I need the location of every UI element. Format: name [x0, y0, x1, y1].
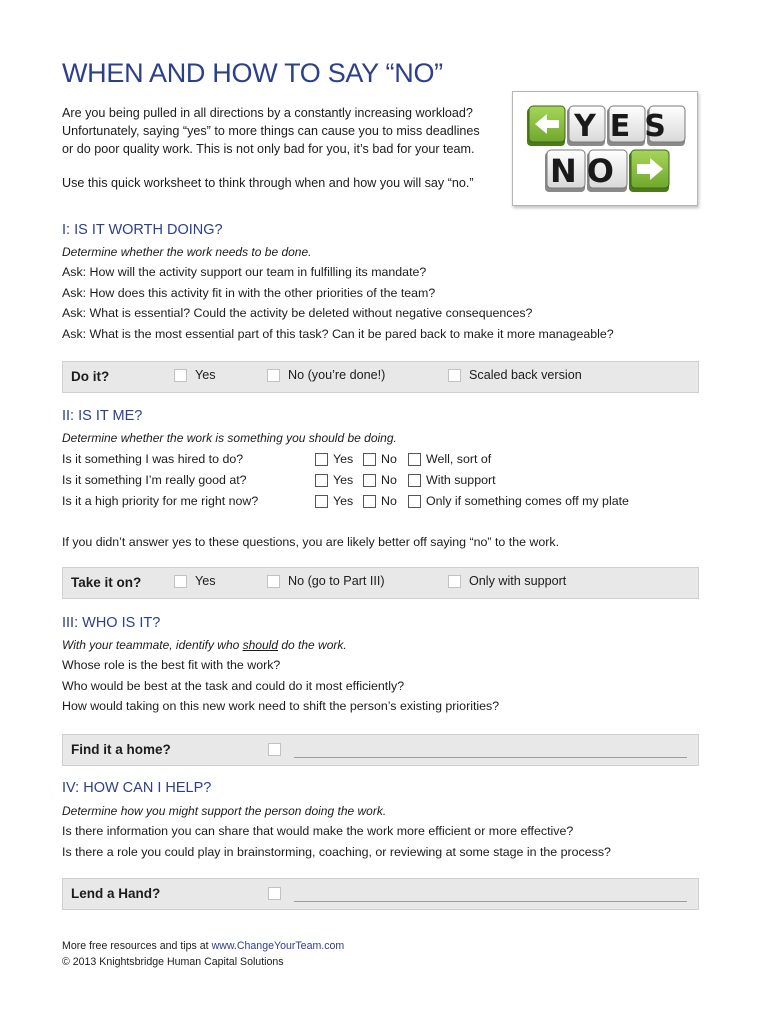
- copyright: © 2013 Knightsbridge Human Capital Solutions: [62, 956, 284, 968]
- checkbox[interactable]: [315, 453, 328, 466]
- option-label: Yes: [333, 452, 354, 466]
- section-2-subtitle: Determine whether the work is something you should be doing.: [62, 431, 397, 445]
- section-3-title: III: WHO IS IT?: [62, 615, 161, 631]
- do-it-yes-option[interactable]: [174, 368, 216, 382]
- option-label: Well, sort of: [426, 452, 492, 466]
- option-label: Scaled back version: [469, 368, 582, 382]
- question-line: Is there information you can share that would make the work more efficient or more effective?: [62, 824, 574, 838]
- question-line: Ask: How does this activity fit in with the other priorities of the team?: [62, 285, 436, 300]
- option-label: No: [381, 452, 397, 466]
- question-text: Is it something I was hired to do?: [62, 452, 244, 466]
- take-it-on-yes-option[interactable]: [174, 574, 216, 588]
- option-label: Yes: [333, 473, 354, 487]
- checkbox[interactable]: [408, 453, 421, 466]
- do-it-decision-band: [62, 361, 699, 393]
- option-label: No (go to Part III): [288, 574, 385, 588]
- option-label: Yes: [333, 494, 354, 508]
- do-it-label: Do it?: [71, 369, 110, 384]
- write-in-line[interactable]: [294, 757, 687, 758]
- checkbox[interactable]: [315, 474, 328, 487]
- section-4-title: IV: HOW CAN I HELP?: [62, 780, 212, 796]
- section-3-subtitle: [62, 638, 347, 652]
- checkbox[interactable]: [268, 743, 281, 756]
- question-line: Whose role is the best fit with the work?: [62, 658, 281, 672]
- no-option[interactable]: [363, 494, 397, 508]
- intro-line: or do poor quality work. This is not only bad for you, it’s bad for your team.: [62, 142, 475, 156]
- intro-paragraph-1: [62, 104, 510, 158]
- checkbox[interactable]: [315, 495, 328, 508]
- lend-a-hand-band: [62, 878, 699, 910]
- website-link[interactable]: www.ChangeYourTeam.com: [211, 940, 345, 952]
- checkbox[interactable]: [174, 369, 187, 382]
- checkbox[interactable]: [363, 474, 376, 487]
- checkbox[interactable]: [268, 887, 281, 900]
- footer: [62, 938, 344, 970]
- green-right-arrow-cube-icon: [629, 150, 669, 192]
- question-line: Ask: How will the activity support our team in fulfilling its mandate?: [62, 265, 427, 279]
- question-text: Is it a high priority for me right now?: [62, 494, 259, 508]
- find-it-a-home-label: Find it a home?: [71, 742, 171, 757]
- do-it-scaled-back-option[interactable]: [448, 368, 582, 382]
- yes-option[interactable]: [315, 473, 353, 487]
- section-3-questions: [62, 655, 499, 717]
- checkbox[interactable]: [363, 495, 376, 508]
- footer-resources: [62, 938, 344, 954]
- with-support-option[interactable]: [408, 473, 496, 487]
- subtitle-part: do the work.: [278, 638, 347, 652]
- checkbox[interactable]: [408, 495, 421, 508]
- no-word: NO: [550, 152, 624, 190]
- option-label: With support: [426, 473, 496, 487]
- intro-line: Unfortunately, saying “yes” to more things can cause you to miss deadlines: [62, 124, 480, 138]
- checkbox[interactable]: [267, 369, 280, 382]
- yes-word: YES: [574, 109, 680, 144]
- section-2-title: II: IS IT ME?: [62, 408, 143, 424]
- question-line: How would taking on this new work need to shift the person’s existing priorities?: [62, 699, 500, 714]
- yes-option[interactable]: [315, 494, 353, 508]
- question-line: Is there a role you could play in brainstorming, coaching, or reviewing at some stage in the process?: [62, 844, 611, 859]
- question-row-hired: [62, 450, 682, 470]
- checkbox[interactable]: [363, 453, 376, 466]
- no-option[interactable]: [363, 452, 397, 466]
- question-line: Ask: What is essential? Could the activity be deleted without negative consequences?: [62, 306, 533, 321]
- subtitle-underlined: should: [242, 638, 279, 652]
- no-option[interactable]: [363, 473, 397, 487]
- only-if-option[interactable]: [408, 494, 629, 508]
- question-row-priority: [62, 492, 682, 512]
- checkbox[interactable]: [408, 474, 421, 487]
- question-text: Is it something I’m really good at?: [62, 473, 247, 487]
- green-left-arrow-cube-icon: [527, 106, 565, 146]
- take-it-on-label: Take it on?: [71, 575, 142, 590]
- intro-text: [62, 104, 510, 192]
- subtitle-part: With your teammate, identify who: [62, 638, 243, 652]
- do-it-no-option[interactable]: [267, 368, 385, 382]
- section-1-questions: [62, 262, 614, 345]
- checkbox[interactable]: [448, 369, 461, 382]
- checkbox[interactable]: [448, 575, 461, 588]
- section-4-subtitle: Determine how you might support the person doing the work.: [62, 804, 387, 818]
- yes-no-image: [512, 91, 698, 206]
- option-label: No: [381, 473, 397, 487]
- option-label: Only with support: [469, 574, 567, 588]
- sort-of-option[interactable]: [408, 452, 491, 466]
- question-line: Who would be best at the task and could do it most efficiently?: [62, 678, 405, 693]
- checkbox[interactable]: [174, 575, 187, 588]
- write-in-line[interactable]: [294, 901, 687, 902]
- option-label: Yes: [195, 368, 216, 382]
- page-title: WHEN AND HOW TO SAY “NO”: [62, 58, 443, 88]
- checkbox[interactable]: [267, 575, 280, 588]
- section-1-subtitle: Determine whether the work needs to be done.: [62, 245, 312, 259]
- take-it-on-with-support-option[interactable]: [448, 574, 566, 588]
- section-4-questions: [62, 821, 611, 862]
- option-label: Yes: [195, 574, 216, 588]
- intro-line: Are you being pulled in all directions by a constantly increasing workload?: [62, 106, 473, 120]
- take-it-on-no-option[interactable]: [267, 574, 385, 588]
- yes-no-cubes-graphic: [513, 92, 697, 205]
- take-it-on-decision-band: [62, 567, 699, 599]
- lend-a-hand-label: Lend a Hand?: [71, 886, 161, 901]
- question-line: Ask: What is the most essential part of this task? Can it be pared back to make it more manageable?: [62, 327, 614, 342]
- footer-text: More free resources and tips at: [62, 940, 212, 952]
- option-label: No (you’re done!): [288, 368, 386, 382]
- find-it-a-home-band: [62, 734, 699, 766]
- section-1-title: I: IS IT WORTH DOING?: [62, 222, 223, 238]
- option-label: No: [381, 494, 397, 508]
- option-label: Only if something comes off my plate: [426, 494, 629, 508]
- section-2-note: If you didn’t answer yes to these questions, you are likely better off saying “no” to the work.: [62, 535, 560, 549]
- yes-option[interactable]: [315, 452, 353, 466]
- intro-paragraph-2: Use this quick worksheet to think through when and how you will say “no.”: [62, 176, 474, 190]
- question-row-good-at: [62, 471, 682, 491]
